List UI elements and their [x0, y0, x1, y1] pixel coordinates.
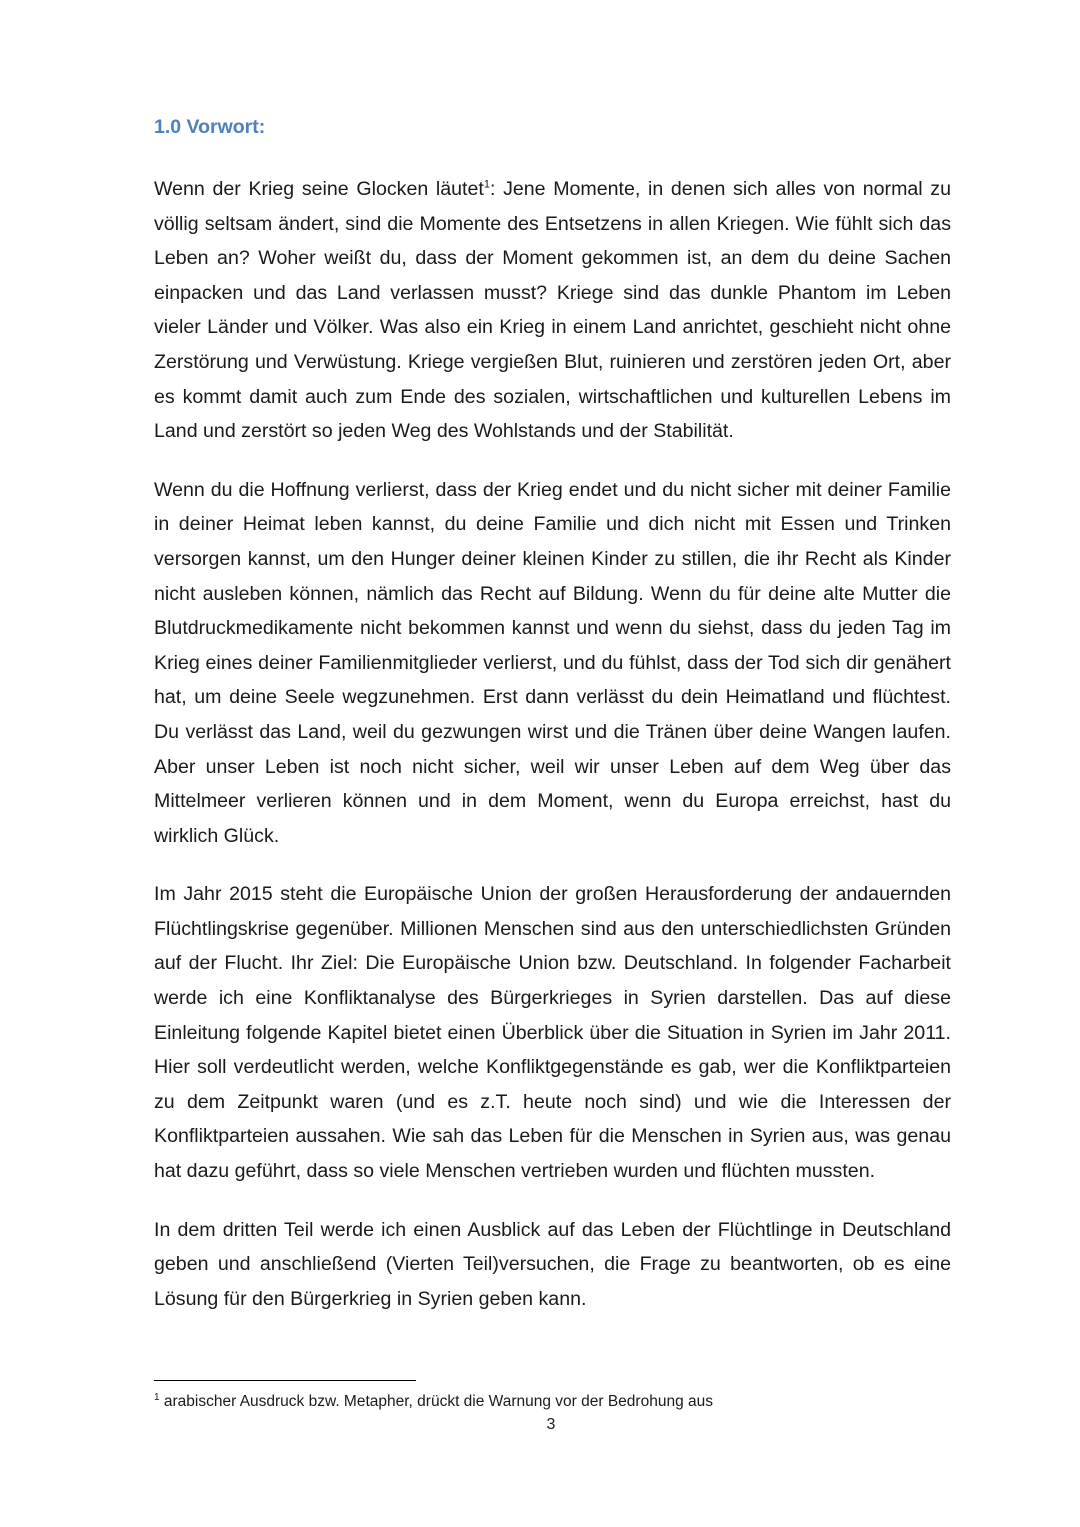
- footnote-marker: 1: [154, 1391, 160, 1403]
- footnote-reference[interactable]: 1: [483, 178, 490, 191]
- footnote-text: arabischer Ausdruck bzw. Metapher, drückt die Warnung vor der Bedrohung aus: [159, 1393, 713, 1410]
- paragraph-3: Im Jahr 2015 steht die Europäische Union der großen Herausforderung der andauernden Flüchtlingskrise gegenüber. Millionen Menschen sind aus den unterschiedlichsten Gründen auf der Flucht. Ihr Ziel: Die Europäische Union bzw. Deutschland. In folgender Facharbeit werde ich eine Konfliktanalyse des Bürgerkrieges in Syrien darstellen. Das auf diese Einleitung folgende Kapitel bietet einen Überblick über die Situation in Syrien im Jahr 2011. Hier soll verdeutlicht werden, welche Konfliktgegenstände es gab, wer die Konfliktparteien zu dem Zeitpunkt waren (und es z.T. heute noch sind) und wie die Interessen der Konfliktparteien aussahen. Wie sah das Leben für die Menschen in Syrien aus, was genau hat dazu geführt, dass so viele Menschen vertrieben wurden und flüchten mussten.: [154, 883, 951, 1183]
- section-heading: 1.0 Vorwort:: [154, 116, 266, 138]
- paragraph-2: Wenn du die Hoffnung verlierst, dass der Krieg endet und du nicht sicher mit deiner Familie in deiner Heimat leben kannst, du deine Familie und dich nicht mit Essen und Trinken versorgen kannst, um den Hunger deiner kleinen Kinder zu stillen, die ihr Recht als Kinder nicht ausleben können, nämlich das Recht auf Bildung. Wenn du für deine alte Mutter die Blutdruckmedikamente nicht bekommen kannst und wenn du siehst, dass du jeden Tag im Krieg eines deiner Familienmitglieder verlierst, und du fühlst, dass der Tod sich dir genähert hat, um deine Seele wegzunehmen. Erst dann verlässt du dein Heimatland und flüchtest. Du verlässt das Land, weil du gezwungen wirst und die Tränen über deine Wangen laufen. Aber unser Leben ist noch nicht sicher, weil wir unser Leben auf dem Weg über das Mittelmeer verlieren können und in dem Moment, wenn du Europa erreichst, hast du wirklich Glück.: [154, 478, 951, 847]
- footnote: [154, 1391, 951, 1413]
- paragraph-4: In dem dritten Teil werde ich einen Ausblick auf das Leben der Flüchtlinge in Deutschland geben und anschließend (Vierten Teil)versuchen, die Frage zu beantworten, ob es eine Lösung für den Bürgerkrieg in Syrien geben kann.: [154, 1218, 951, 1310]
- footnote-separator: [154, 1380, 416, 1381]
- paragraph-1: [154, 172, 951, 449]
- paragraph-1-text-rest: : Jene Momente, in denen sich alles von normal zu völlig seltsam ändert, sind die Momente des Entsetzens in allen Kriegen. Wie fühlt sich das Leben an? Woher weißt du, dass der Moment gekommen ist, an dem du deine Sachen einpacken und das Land verlassen musst? Kriege sind das dunkle Phantom im Leben vieler Länder und Völker. Was also ein Krieg in einem Land anrichtet, geschieht nicht ohne Zerstörung und Verwüstung. Kriege vergießen Blut, ruinieren und zerstören jeden Ort, aber es kommt damit auch zum Ende des sozialen, wirtschaftlichen und kulturellen Lebens im Land und zerstört so jeden Weg des Wohlstands und der Stabilität.: [154, 178, 951, 443]
- document-body: [154, 112, 951, 1340]
- paragraph-1-text-start: Wenn der Krieg seine Glocken läutet: [154, 178, 484, 200]
- page-number: 3: [546, 1416, 556, 1433]
